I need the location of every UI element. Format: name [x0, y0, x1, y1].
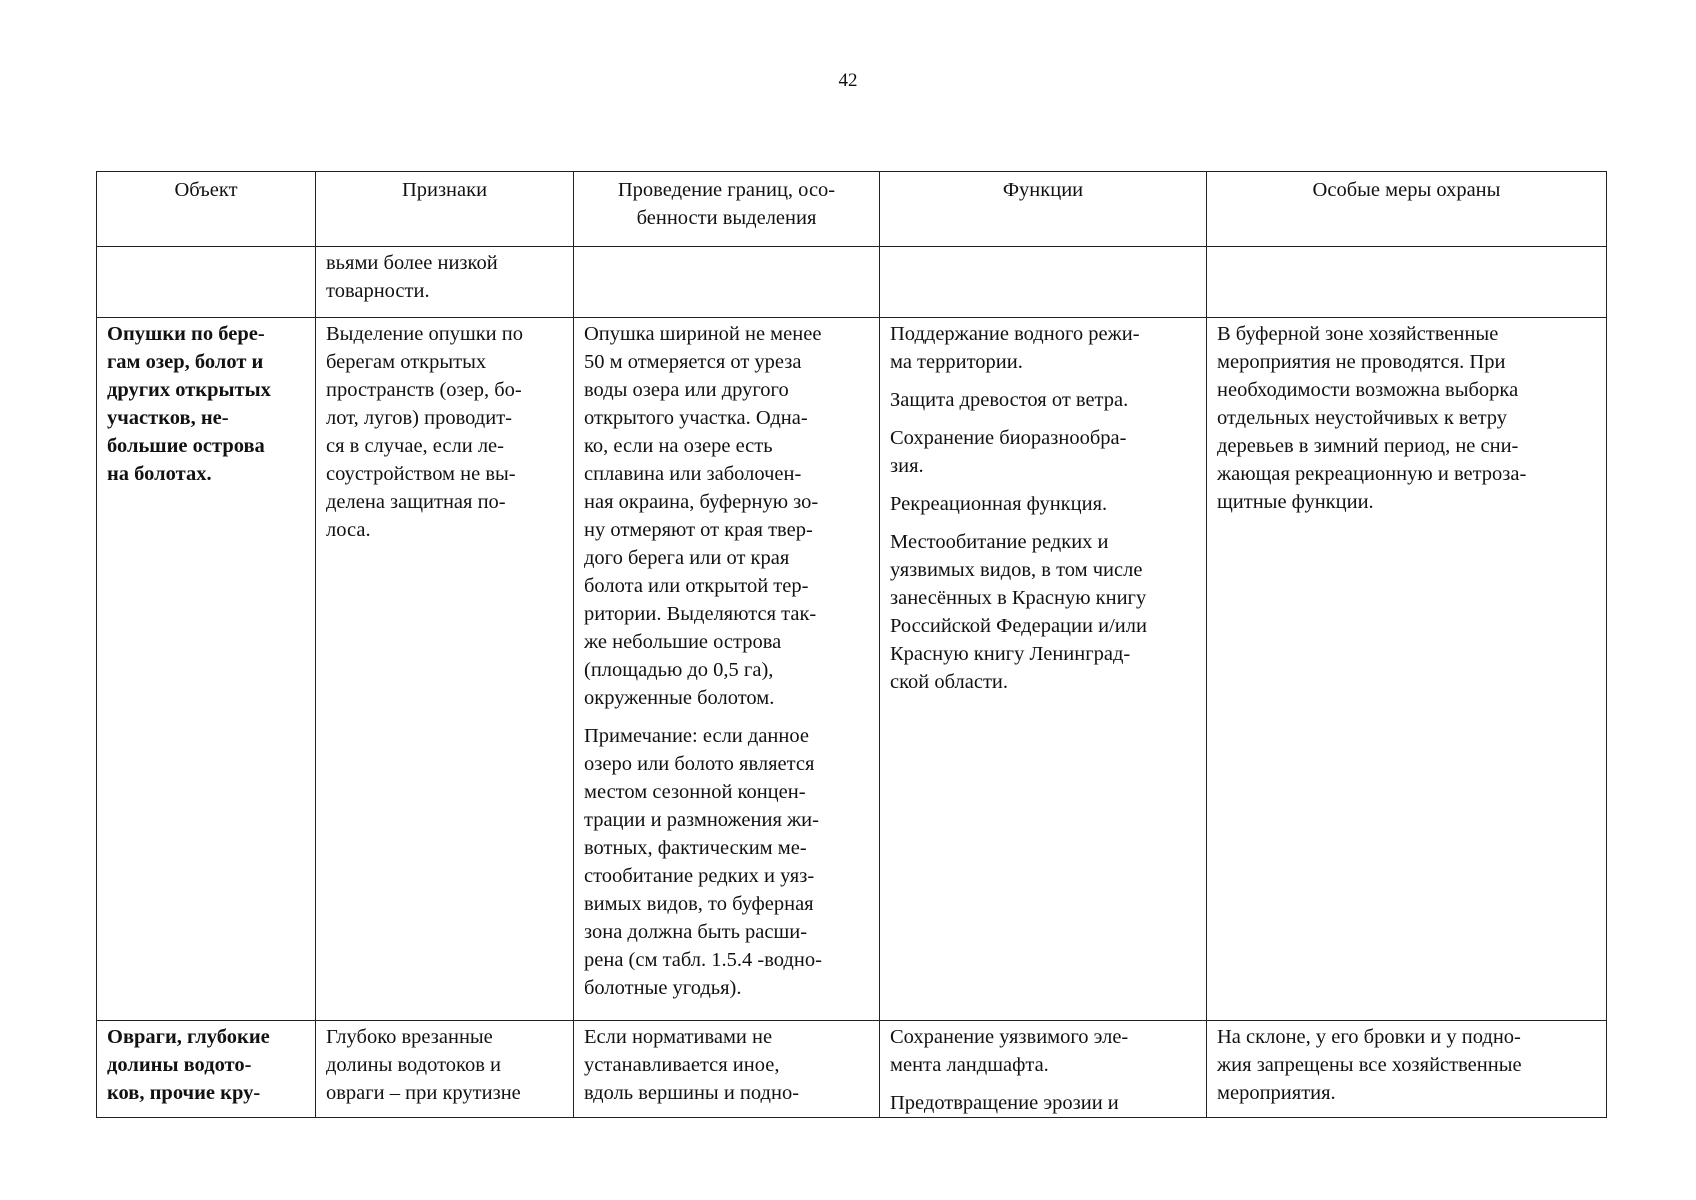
cell-measures: [1207, 247, 1607, 318]
function-item: Сохранение уязвимого эле- мента ландшафта.: [890, 1026, 1129, 1076]
table-row-ravines: [97, 1021, 1607, 1118]
borders-paragraph: Опушка шириной не менее 50 м отмеряется от уреза воды озера или другого открытого участка. Одна- ко, если на озере есть сплавина или заболочен- ная окраина, буферную зо- ну отмеряют от края твер- дого берега или от края болота или открытой тер- ритории. Выделяются так- же небольшие острова (площадью до 0,5 га), окруженные болотом.: [584, 323, 822, 709]
header-borders: Проведение границ, осо- бенности выделения: [574, 172, 880, 247]
function-item: Предотвращение эрозии и: [890, 1092, 1119, 1114]
cell-borders: [574, 247, 880, 318]
cell-signs: Глубоко врезанные долины водотоков и овраги – при крутизне: [316, 1021, 574, 1118]
function-item: Местообитание редких и уязвимых видов, в том числе занесённых в Красную книгу Российской Федерации и/или Красную книгу Ленинград- ской области.: [890, 531, 1147, 693]
table-row-continuation: [97, 247, 1607, 318]
cell-functions: [880, 1021, 1207, 1118]
cell-object: [97, 247, 316, 318]
header-object: Объект: [97, 172, 316, 247]
cell-functions: [880, 247, 1207, 318]
function-item: Защита древостоя от ветра.: [890, 389, 1129, 411]
cell-object: Опушки по бере- гам озер, болот и других открытых участков, не- большие острова на болотах.: [97, 318, 316, 1021]
page-number: 42: [838, 70, 858, 91]
header-signs: Признаки: [316, 172, 574, 247]
cell-functions: [880, 318, 1207, 1021]
cell-signs: Выделение опушки по берегам открытых пространств (озер, бо- лот, лугов) проводит- ся в случае, если ле- соустройством не вы- делена защитная по- лоса.: [316, 318, 574, 1021]
function-item: Рекреационная функция.: [890, 493, 1108, 515]
cell-signs: вьями более низкой товарности.: [316, 247, 574, 318]
table-header-row: [97, 172, 1607, 247]
function-item: Сохранение биоразнообра- зия.: [890, 427, 1127, 477]
cell-object: Овраги, глубокие долины водото- ков, прочие кру-: [97, 1021, 316, 1118]
cell-measures: На склоне, у его бровки и у подно- жия запрещены все хозяйственные мероприятия.: [1207, 1021, 1607, 1118]
cell-borders: [574, 318, 880, 1021]
borders-note: Примечание: если данное озеро или болото является местом сезонной концен- трации и размножения жи- вотных, фактическим ме- стообитание редких и уяз- вимых видов, то буферная зона должна быть расши- рена (см табл. 1.5.4 -водно- болотные угодья).: [584, 725, 822, 999]
header-functions: Функции: [880, 172, 1207, 247]
header-measures: Особые меры охраны: [1207, 172, 1607, 247]
cell-borders: Если нормативами не устанавливается иное, вдоль вершины и подно-: [574, 1021, 880, 1118]
function-item: Поддержание водного режи- ма территории.: [890, 323, 1140, 373]
table-row-shores: [97, 318, 1607, 1021]
protection-measures-table: [96, 171, 1607, 1118]
cell-measures: В буферной зоне хозяйственные мероприятия не проводятся. При необходимости возможна выборка отдельных неустойчивых к ветру деревьев в зимний период, не сни- жающая рекреационную и ветроза- щитные функции.: [1207, 318, 1607, 1021]
